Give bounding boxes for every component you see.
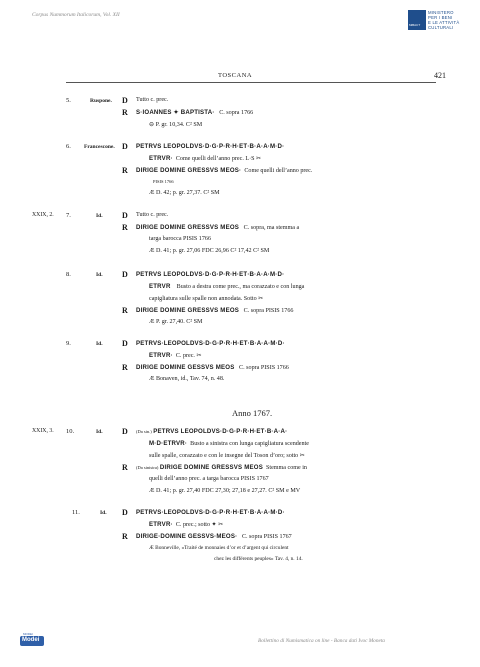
reverse-sign: R bbox=[122, 166, 128, 175]
entry-line: ETRVR· C. prec. ✂ bbox=[149, 352, 202, 359]
entry-line: Tutto c. prec. bbox=[136, 97, 169, 103]
entry-line: Æ D. 42; p. gr. 27,37. C² SM bbox=[149, 190, 220, 196]
entry-number: 8. bbox=[66, 271, 71, 278]
obverse-sign: D bbox=[122, 96, 128, 105]
plate-reference: XXIX, 3. bbox=[32, 428, 54, 434]
ministry-logo-square: MiBACT bbox=[408, 10, 426, 30]
entry-line: Æ D. 41; p. gr. 27,06 FDC 26,96 C² 17,42 C² SM bbox=[149, 248, 270, 254]
reverse-sign: R bbox=[122, 532, 128, 541]
entry-line: sulle spalle, corazzato e con le insegne del Toson d’oro; sotto ✂ bbox=[149, 453, 305, 459]
entry-line: Æ Bonaven, id., Tav. 74, n. 48. bbox=[149, 376, 225, 382]
entry-line: targa barocca PISIS 1766 bbox=[149, 236, 211, 242]
entry-line: PETRVS·LEOPOLDVS·D·G·P·R·H·ET·B·A·A·M·D· bbox=[136, 509, 285, 516]
header-rule bbox=[66, 82, 436, 83]
entry-line: ETRVR· Come quelli dell’anno prec. L·S ✂ bbox=[149, 155, 262, 162]
entry-number: 5. bbox=[66, 97, 71, 104]
entry-number: 9. bbox=[66, 340, 71, 347]
entry-denomination: Id. bbox=[96, 341, 103, 347]
entry-line: ETRVR· C. prec.; sotto ✦ ✂ bbox=[149, 521, 224, 528]
entry-line: S·IOANNES ✦ BAPTISTA· C. sopra 1766 bbox=[136, 109, 254, 116]
entry-number: 11. bbox=[72, 509, 80, 516]
entry-line: M·D·ETRVR· Busto a sinistra con lunga capigliatura scendente bbox=[149, 440, 309, 447]
entry-line: ETRVR Busto a destra come prec., ma corazzato e con lunga bbox=[149, 283, 305, 290]
entry-line: DIRIGE DOMINE GESSVS MEOS C. sopra PISIS 1766 bbox=[136, 364, 289, 371]
reverse-sign: R bbox=[122, 363, 128, 372]
entry-number: 10. bbox=[66, 428, 75, 435]
entry-line: Æ Bonneville, «Traité de monnaies d’or et d’argent qui circulent bbox=[149, 545, 289, 551]
obverse-sign: D bbox=[122, 142, 128, 151]
obverse-sign: D bbox=[122, 270, 128, 279]
entry-line: PETRVS LEOPOLDVS·D·G·P·R·H·ET·B·A·A·M·D· bbox=[136, 271, 285, 278]
footer-text: Bollettino di Numismatica on line - Banca dati Ivoc Moneta bbox=[258, 638, 385, 644]
entry-line: capigliatura sulle spalle non annodata. Sotto ✂ bbox=[149, 296, 264, 302]
running-head: TOSCANA bbox=[218, 72, 253, 79]
entry-line: DIRIGE DOMINE GRESSVS MEOS· Come quelli dell’anno prec. bbox=[136, 167, 313, 174]
entry-line: chez les différents peuples» Tav. 4, n. 14. bbox=[214, 556, 303, 562]
entry-line: DIRIGE DOMINE GRESSVS MEOS C. sopra, ma stemma a bbox=[136, 224, 300, 231]
obverse-sign: D bbox=[122, 339, 128, 348]
year-heading: Anno 1767. bbox=[232, 408, 273, 418]
obverse-sign: D bbox=[122, 427, 128, 436]
entry-denomination: Francescone. bbox=[84, 144, 115, 150]
entry-number: 6. bbox=[66, 143, 71, 150]
reverse-sign: R bbox=[122, 463, 128, 472]
entry-line: (Da sinistra) DIRIGE DOMINE GRESSVS MEOS Stemma come in bbox=[136, 464, 307, 471]
obverse-sign: D bbox=[122, 508, 128, 517]
modei-logo: MODEI Modei bbox=[20, 632, 48, 648]
entry-denomination: Id. bbox=[96, 213, 103, 219]
entry-denomination: Id. bbox=[100, 510, 107, 516]
entry-line: ⊖ P. gr. 10,34. C² SM bbox=[149, 122, 203, 128]
ministry-logo: MiBACT MINISTERO PER I BENI E LE ATTIVITÀ CULTURALI bbox=[409, 10, 460, 30]
entry-line: Æ D. 41; p. gr. 27,40 FDC 27,30; 27,18 e 27,27. C² SM e MV bbox=[149, 488, 301, 494]
entry-denomination: Ruspone. bbox=[90, 98, 112, 104]
entry-number: 7. bbox=[66, 212, 71, 219]
obverse-sign: D bbox=[122, 211, 128, 220]
reverse-sign: R bbox=[122, 108, 128, 117]
entry-line: Æ P. gr. 27,40. C² SM bbox=[149, 319, 203, 325]
entry-denomination: Id. bbox=[96, 272, 103, 278]
reverse-sign: R bbox=[122, 223, 128, 232]
entry-line: quelli dell’anno prec. a targa barocca PISIS 1767 bbox=[149, 476, 269, 482]
entry-line: (Da sin.) PETRVS LEOPOLDVS·D·G·P·R·H·ET·B·A·A· bbox=[136, 428, 288, 435]
plate-reference: XXIX, 2. bbox=[32, 212, 54, 218]
entry-line: PETRVS LEOPOLDVS·D·G·P·R·H·ET·B·A·A·M·D· bbox=[136, 143, 285, 150]
entry-denomination: Id. bbox=[96, 429, 103, 435]
reverse-sign: R bbox=[122, 306, 128, 315]
entry-line: Tutto c. prec. bbox=[136, 212, 169, 218]
journal-header: Corpus Nummorum Italicorum, Vol. XII bbox=[32, 12, 120, 18]
entry-line: PISIS 1766 bbox=[153, 179, 174, 184]
page-number: 421 bbox=[434, 71, 446, 80]
entry-line: PETRVS·LEOPOLDVS·D·G·P·R·H·ET·B·A·A·M·D· bbox=[136, 340, 285, 347]
entry-line: DIRIGE DOMINE GRESSVS MEOS C. sopra PISIS 1766 bbox=[136, 307, 294, 314]
entry-line: DIRIGE·DOMINE GESSVS·MEOS· C. sopra PISIS 1767 bbox=[136, 533, 292, 540]
